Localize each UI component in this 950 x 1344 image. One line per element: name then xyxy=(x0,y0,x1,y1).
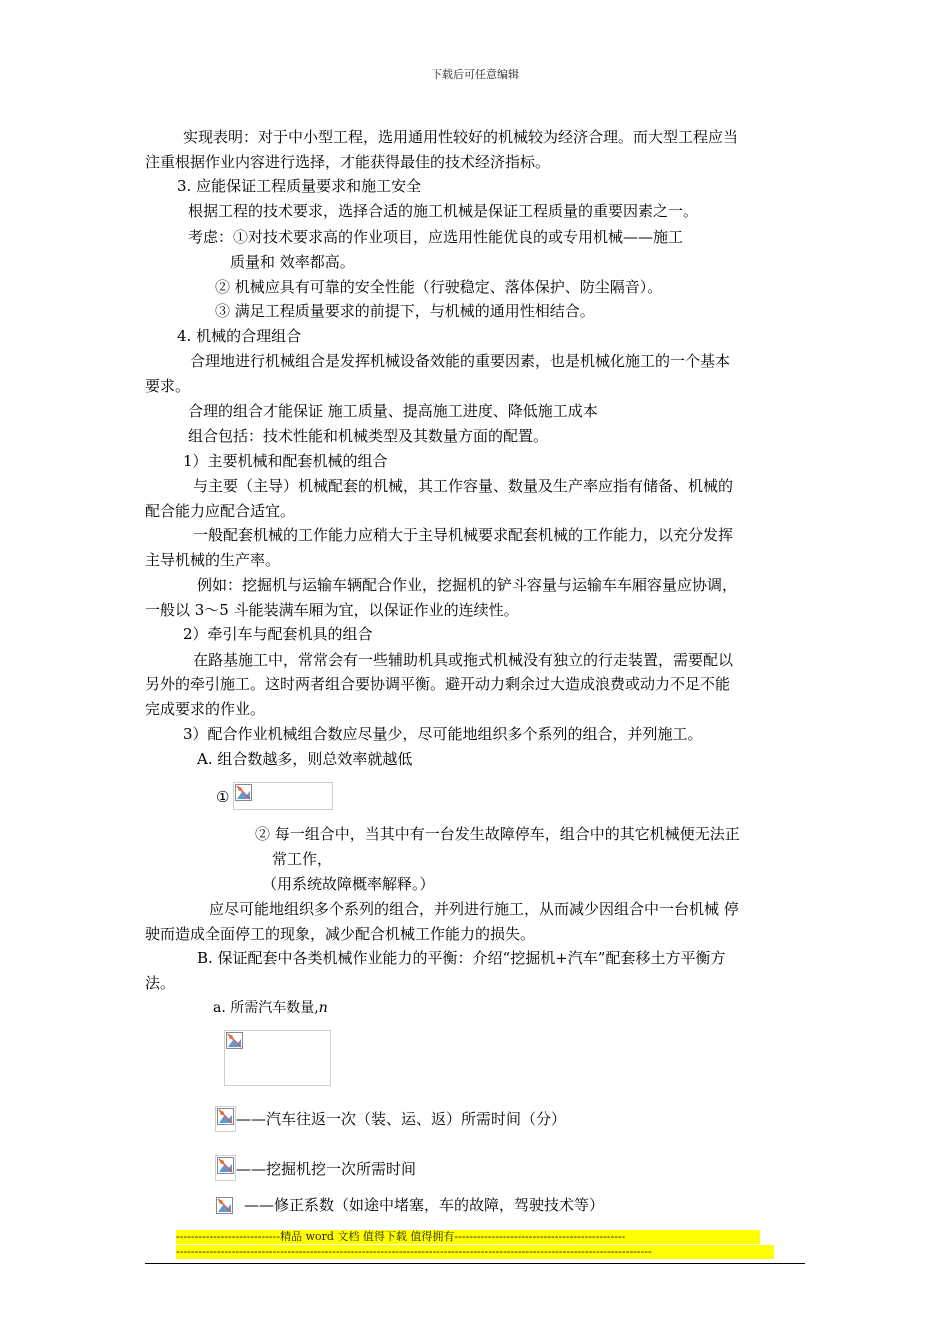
paragraph-line: ③ 满足工程质量要求的前提下，与机械的通用性相结合。 xyxy=(215,302,595,320)
symbol-image-placeholder xyxy=(215,1106,236,1132)
paragraph-line: 质量和 效率都高。 xyxy=(230,253,355,271)
paragraph-line: 例如：挖掘机与运输车辆配合作业，挖掘机的铲斗容量与运输车车厢容量应协调， xyxy=(197,576,738,594)
paragraph-line: ——挖掘机挖一次所需时间 xyxy=(236,1160,417,1178)
footer-banner-line: -------------------------------------------------------------------------------------------------------------------------------- xyxy=(176,1245,774,1259)
paragraph-line: 法。 xyxy=(145,974,176,992)
paragraph-line: 应尽可能地组织多个系列的组合，并列进行施工，从而减少因组合中一台机械 停 xyxy=(209,900,739,918)
paragraph-line: 配合能力应配合适宜。 xyxy=(145,502,296,520)
paragraph-line: 与主要（主导）机械配套的机械，其工作容量、数量及生产率应指有储备、机械的 xyxy=(193,477,734,495)
variable-n: n xyxy=(318,1000,328,1016)
subsection-heading: 3）配合作业机械组合数应尽量少，尽可能地组织多个系列的组合，并列施工。 xyxy=(183,725,703,743)
paragraph-line: ② 机械应具有可靠的安全性能（行驶稳定、落体保护、防尘隔音）。 xyxy=(215,278,663,296)
paragraph-line xyxy=(213,996,328,1021)
broken-image-icon xyxy=(235,784,252,801)
paragraph-line: 实现表明：对于中小型工程，选用通用性较好的机械较为经济合理。而大型工程应当 xyxy=(183,128,739,146)
paragraph-line: 组合包括：技术性能和机械类型及其数量方面的配置。 xyxy=(188,427,549,445)
paragraph-line: ——修正系数（如途中堵塞，车的故障，驾驶技术等） xyxy=(244,1196,605,1214)
paragraph-line: A. 组合数越多，则总效率就越低 xyxy=(197,750,413,768)
paragraph-line: 一般以 3～5 斗能装满车厢为宜，以保证作业的连续性。 xyxy=(145,601,519,619)
footer-banner: ----------------------------精品 word 文档 值得下载 值得拥有---------------------------------------------- xyxy=(176,1230,760,1244)
paragraph-line: 驶而造成全面停工的现象，减少配合机械工作能力的损失。 xyxy=(145,925,536,943)
broken-image-icon xyxy=(217,1108,234,1125)
paragraph-line: 合理地进行机械组合是发挥机械设备效能的重要因素，也是机械化施工的一个基本 xyxy=(190,352,731,370)
subsection-heading: 2）牵引车与配套机具的组合 xyxy=(183,625,373,643)
paragraph-line: 合理的组合才能保证 施工质量、提高施工进度、降低施工成本 xyxy=(188,402,598,420)
paragraph-line: 根据工程的技术要求，选择合适的施工机械是保证工程质量的重要因素之一。 xyxy=(188,202,699,220)
paragraph-line: 完成要求的作业。 xyxy=(145,700,266,718)
paragraph-line: 注重根据作业内容进行选择，才能获得最佳的技术经济指标。 xyxy=(145,153,551,171)
page-header: 下载后可任意编辑 xyxy=(431,68,519,81)
broken-image-icon xyxy=(216,1197,233,1214)
paragraph-line: （用系统故障概率解释。） xyxy=(262,875,435,893)
paragraph-line: B. 保证配套中各类机械作业能力的平衡：介绍“挖掘机+汽车”配套移土方平衡方 xyxy=(197,949,726,967)
broken-image-icon xyxy=(217,1157,234,1174)
formula-image-placeholder xyxy=(224,1030,331,1086)
paragraph-line: 在路基施工中，常常会有一些辅助机具或拖式机械没有独立的行走装置，需要配以 xyxy=(193,651,734,669)
paragraph-line: 一般配套机械的工作能力应稍大于主导机械要求配套机械的工作能力，以充分发挥 xyxy=(193,526,734,544)
footer-divider xyxy=(145,1263,805,1264)
list-marker: ① xyxy=(216,788,230,806)
symbol-image-placeholder xyxy=(215,1155,236,1181)
paragraph-line: 另外的牵引施工。这时两者组合要协调平衡。避开动力剩余过大造成浪费或动力不足不能 xyxy=(145,675,731,693)
paragraph-line: 常工作， xyxy=(272,850,333,868)
paragraph-line: 要求。 xyxy=(145,377,191,395)
paragraph-line: ② 每一组合中，当其中有一台发生故障停车，组合中的其它机械便无法正 xyxy=(255,825,740,843)
section-heading: 4. 机械的合理组合 xyxy=(177,327,302,345)
section-heading: 3. 应能保证工程质量要求和施工安全 xyxy=(177,177,422,195)
paragraph-line: 考虑：①对技术要求高的作业项目，应选用性能优良的或专用机械——施工 xyxy=(188,228,684,246)
paragraph-line: 主导机械的生产率。 xyxy=(145,551,281,569)
paragraph-line: ——汽车往返一次（装、运、返）所需时间（分） xyxy=(236,1110,567,1128)
paragraph-text: a. 所需汽车数量, xyxy=(213,1000,319,1016)
formula-image-placeholder xyxy=(233,782,333,810)
broken-image-icon xyxy=(226,1032,243,1049)
subsection-heading: 1）主要机械和配套机械的组合 xyxy=(183,452,388,470)
